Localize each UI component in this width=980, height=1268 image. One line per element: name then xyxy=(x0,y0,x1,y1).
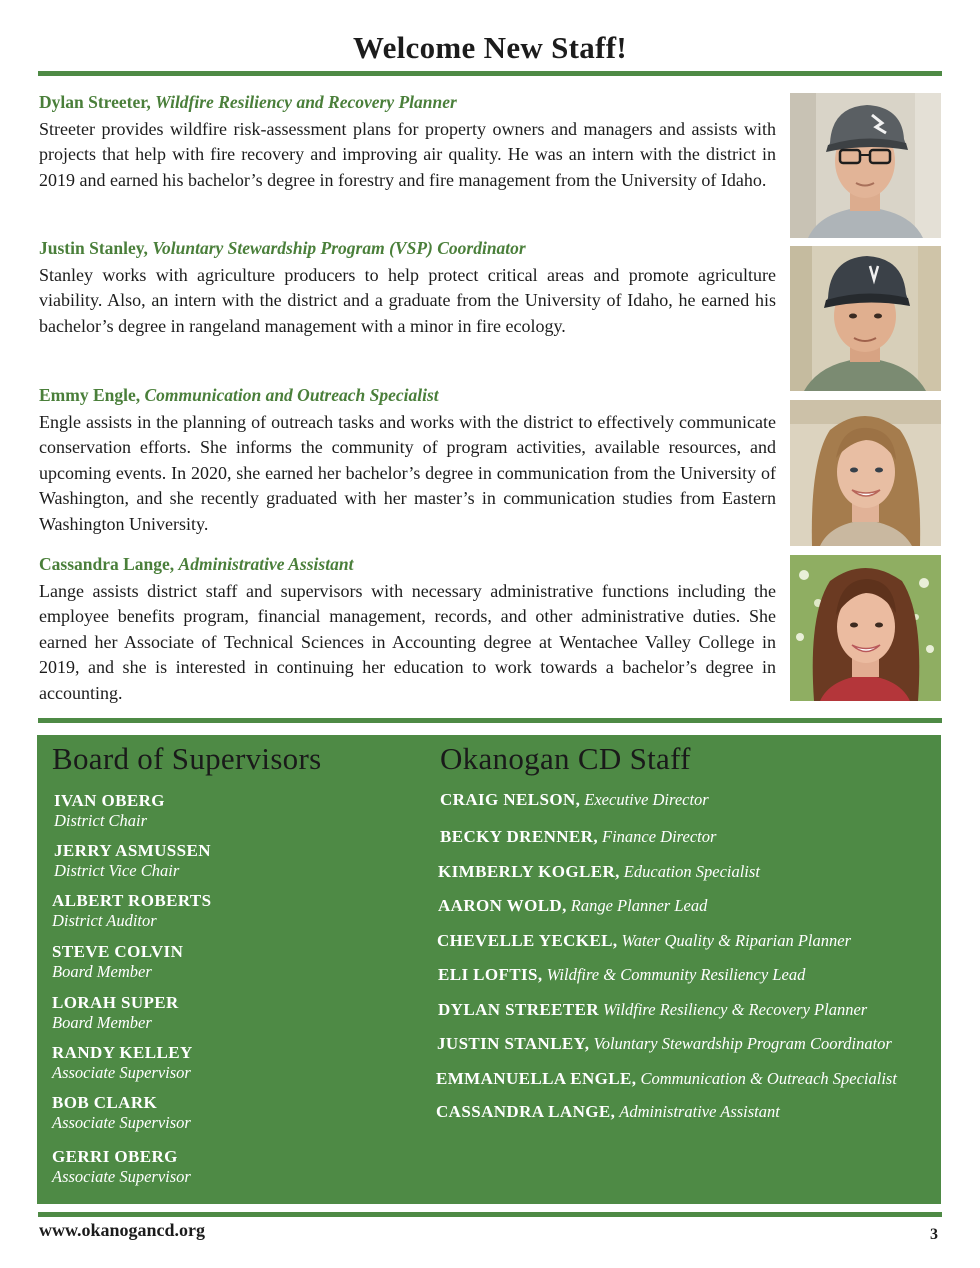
staff-member-title: Water Quality & Riparian Planner xyxy=(621,931,852,950)
staff-bio-cassandra-lange xyxy=(39,553,776,706)
board-member-name: BOB CLARK xyxy=(52,1093,158,1112)
board-member xyxy=(54,790,165,831)
staff-member xyxy=(440,826,716,849)
staff-bio-heading xyxy=(39,553,776,575)
staff-bio-text: Engle assists in the planning of outreach tasks and works with the district to effectively communicate conservation efforts. She informs the community of program activities, available resources, and upcoming events. In 2020, she earned her bachelor’s degree in communication from the University of Washington, and she recently graduated with her master’s in communication studies from Eastern Washington University. xyxy=(39,412,776,534)
staff-role: Administrative Assistant xyxy=(178,554,354,574)
board-member-title: District Auditor xyxy=(52,911,157,930)
board-member-name: GERRI OBERG xyxy=(52,1147,178,1166)
bottom-divider xyxy=(38,1212,942,1217)
board-member-title: Associate Supervisor xyxy=(52,1167,191,1186)
staff-member-name: DYLAN STREETER xyxy=(438,1000,599,1019)
staff-member xyxy=(438,895,707,918)
staff-member-name: CHEVELLE YECKEL, xyxy=(437,931,618,950)
staff-member xyxy=(440,789,709,812)
middle-divider xyxy=(38,718,942,723)
staff-heading: Okanogan CD Staff xyxy=(440,741,691,776)
board-member xyxy=(52,992,179,1033)
staff-member-name: CASSANDRA LANGE, xyxy=(436,1102,616,1121)
page-title: Welcome New Staff! xyxy=(353,30,627,65)
staff-name: Emmy Engle, xyxy=(39,385,141,405)
staff-member-title: Voluntary Stewardship Program Coordinator xyxy=(593,1034,892,1053)
staff-member xyxy=(438,964,805,987)
staff-bio-dylan-streeter xyxy=(39,91,776,193)
staff-bio-heading xyxy=(39,384,776,406)
staff-role: Communication and Outreach Specialist xyxy=(144,385,439,405)
board-member-title: Board Member xyxy=(52,1013,152,1032)
board-member-title: Board Member xyxy=(52,962,152,981)
photo-justin-stanley xyxy=(790,246,941,391)
staff-name: Cassandra Lange, xyxy=(39,554,175,574)
staff-member xyxy=(438,999,867,1022)
staff-member-name: ELI LOFTIS, xyxy=(438,965,543,984)
page-number: 3 xyxy=(930,1226,938,1243)
staff-name: Dylan Streeter, xyxy=(39,92,151,112)
staff-member-title: Communication & Outreach Specialist xyxy=(640,1069,897,1088)
photo-dylan-streeter xyxy=(790,93,941,238)
staff-bio-heading xyxy=(39,237,776,259)
board-member-title: Associate Supervisor xyxy=(52,1063,191,1082)
staff-member xyxy=(436,1068,897,1091)
board-member xyxy=(54,840,211,881)
staff-member xyxy=(437,1033,892,1056)
staff-name: Justin Stanley, xyxy=(39,238,148,258)
website-link[interactable]: www.okanogancd.org xyxy=(39,1220,206,1240)
staff-bio-text: Lange assists district staff and supervisors with necessary administrative functions including the employee benefits program, financial management, records, and other administrative duties. She earned her Associate of Technical Sciences in Accounting degree at Wentachee Valley College in 2019, and she is interested in continuing her education to work towards a bachelor’s degree in accounting. xyxy=(39,581,776,703)
staff-member-title: Finance Director xyxy=(602,827,717,846)
staff-member xyxy=(438,861,760,884)
staff-member-title: Wildfire & Community Resiliency Lead xyxy=(546,965,806,984)
board-member-title: District Chair xyxy=(54,811,148,830)
board-member xyxy=(52,890,212,931)
board-member-title: District Vice Chair xyxy=(54,861,180,880)
staff-member-name: BECKY DRENNER, xyxy=(440,827,598,846)
staff-bio-heading xyxy=(39,91,776,113)
photo-emmy-engle xyxy=(790,400,941,546)
board-heading: Board of Supervisors xyxy=(52,741,322,776)
staff-member-name: AARON WOLD, xyxy=(438,896,567,915)
staff-bio-text: Streeter provides wildfire risk-assessment plans for property owners and managers and assists with projects that help with fire recovery and improving air quality. He was an intern with the district in 2019 and earned his bachelor’s degree in forestry and fire management from the University of Idaho. xyxy=(39,119,776,190)
board-member-name: IVAN OBERG xyxy=(54,791,165,810)
staff-member-name: JUSTIN STANLEY, xyxy=(437,1034,590,1053)
board-member xyxy=(52,941,183,982)
staff-member-title: Administrative Assistant xyxy=(619,1102,780,1121)
staff-bio-text: Stanley works with agriculture producers to help protect critical areas and promote agriculture viability. Also, an intern with the district and a graduate from the University of Idaho, he earned his bachelor’s degree in rangeland management with a minor in fire ecology. xyxy=(39,265,776,336)
staff-bio-justin-stanley xyxy=(39,237,776,339)
board-member-name: ALBERT ROBERTS xyxy=(52,891,212,910)
staff-bio-emmy-engle xyxy=(39,384,776,537)
staff-member xyxy=(436,1101,780,1124)
board-member-name: RANDY KELLEY xyxy=(52,1043,193,1062)
board-member xyxy=(52,1092,191,1133)
board-member-name: JERRY ASMUSSEN xyxy=(54,841,211,860)
staff-member-name: EMMANUELLA ENGLE, xyxy=(436,1069,637,1088)
staff-member xyxy=(437,930,851,953)
board-member xyxy=(52,1042,193,1083)
staff-member-title: Range Planner Lead xyxy=(570,896,708,915)
staff-member-title: Wildfire Resiliency & Recovery Planner xyxy=(603,1000,868,1019)
staff-member-title: Education Specialist xyxy=(623,862,760,881)
staff-member-name: CRAIG NELSON, xyxy=(440,790,581,809)
staff-member-title: Executive Director xyxy=(584,790,709,809)
staff-role: Voluntary Stewardship Program (VSP) Coordinator xyxy=(152,238,526,258)
staff-member-name: KIMBERLY KOGLER, xyxy=(438,862,620,881)
staff-role: Wildfire Resiliency and Recovery Planner xyxy=(155,92,457,112)
top-divider xyxy=(38,71,942,76)
photo-cassandra-lange xyxy=(790,555,941,701)
board-member-name: LORAH SUPER xyxy=(52,993,179,1012)
board-member-name: STEVE COLVIN xyxy=(52,942,184,961)
board-member-title: Associate Supervisor xyxy=(52,1113,191,1132)
board-member xyxy=(52,1146,191,1187)
